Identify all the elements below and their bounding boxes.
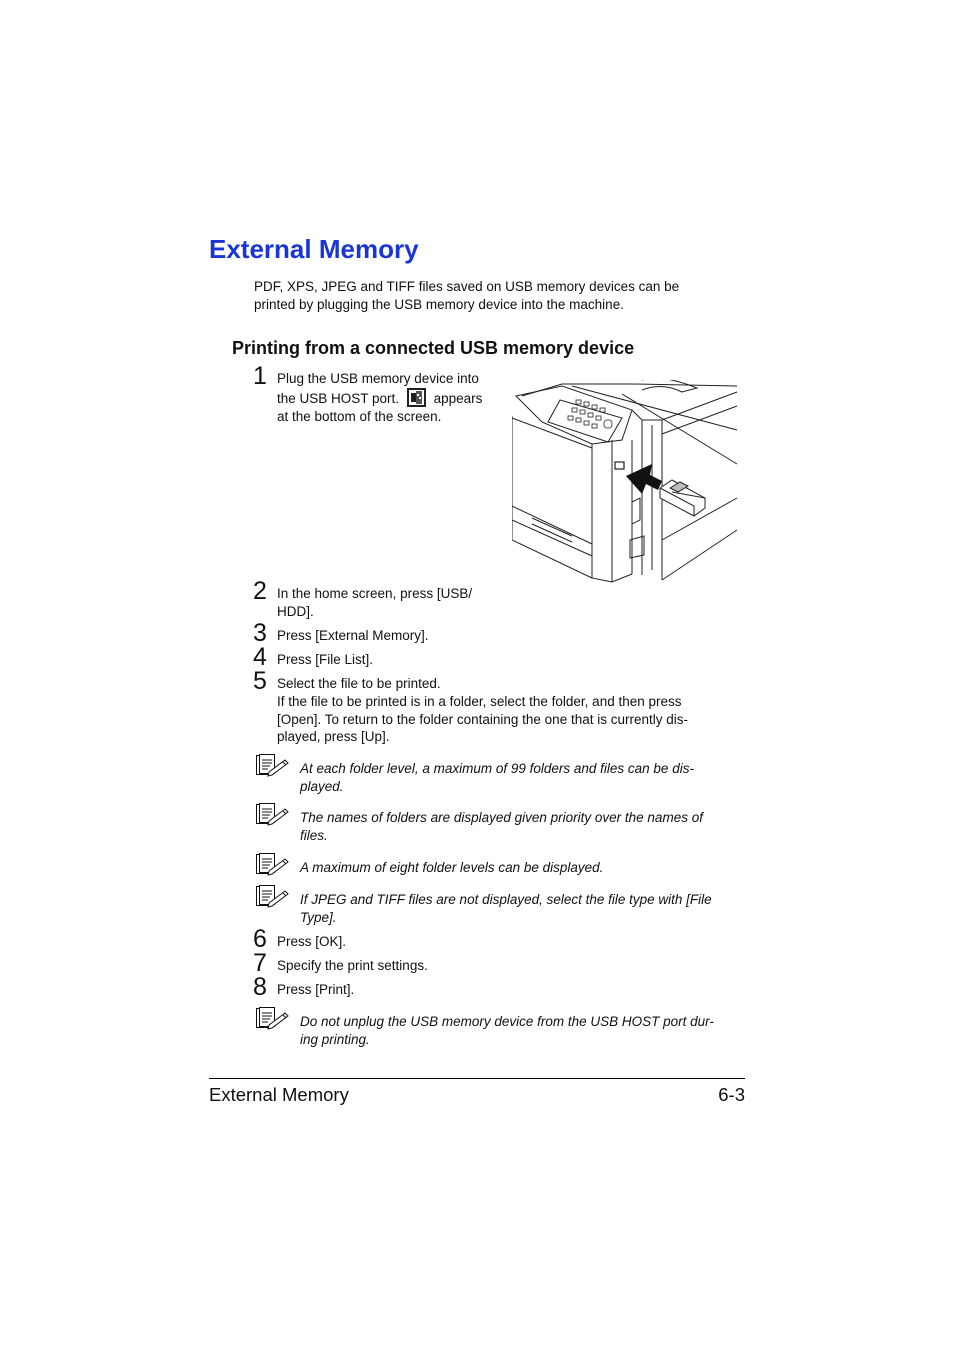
intro-line: PDF, XPS, JPEG and TIFF files saved on USB memory devices can be [254,279,680,294]
step-line: at the bottom of the screen. [277,408,442,424]
section-heading: Printing from a connected USB memory device [232,338,635,358]
step-number: 4 [253,643,267,671]
step-line: Press [Print]. [277,982,355,997]
intro-line: printed by plugging the USB memory device into the machine. [254,296,624,312]
step-number: 1 [253,362,267,390]
step-line-part: the USB HOST port. [277,390,400,406]
step-text [277,627,429,645]
footer-page-number: 6-3 [718,1084,745,1105]
note-line: files. [300,827,328,843]
step-line: [Open]. To return to the folder containing the one that is currently dis- [277,711,688,727]
step-line-part: appears [433,390,483,406]
note-line: ing printing. [300,1031,370,1047]
step-line: HDD]. [277,603,314,619]
step-number: 7 [253,949,267,977]
step-line: If the file to be printed is in a folder, select the folder, and then press [277,693,682,709]
footer-section-title: External Memory [209,1084,349,1105]
step-number: 6 [253,925,267,953]
note-line: If JPEG and TIFF files are not displayed, select the file type with [File [300,892,712,907]
note-pencil-icon [255,853,289,877]
step-text [277,957,428,975]
step-number: 2 [253,577,267,605]
step-line: Press [OK]. [277,934,347,949]
step-text [277,585,472,621]
page-title: External Memory [209,234,419,264]
note-text [300,891,746,927]
note-pencil-icon [255,1007,289,1031]
step-number: 3 [253,619,267,647]
note-text [300,859,746,877]
note-line: At each folder level, a maximum of 99 folders and files can be dis- [300,761,694,776]
step-text [277,675,737,746]
step-line: Specify the print settings. [277,958,428,973]
note-line: played. [300,778,344,794]
step-number: 8 [253,973,267,1001]
intro-paragraph [254,278,754,313]
note-line: The names of folders are displayed given priority over the names of [300,810,703,825]
step-number: 5 [253,667,267,695]
step-line: Press [External Memory]. [277,628,429,643]
step-text [277,981,354,999]
note-text [300,1013,746,1049]
step-line: Select the file to be printed. [277,676,441,691]
step-text [277,933,346,951]
note-pencil-icon [255,754,289,778]
step-line [277,388,507,408]
note-line: Type]. [300,909,337,925]
usb-memory-status-icon [407,388,426,407]
note-line: A maximum of eight folder levels can be displayed. [300,860,604,875]
step-line: played, press [Up]. [277,729,390,745]
step-text [277,370,507,425]
footer-divider [209,1078,745,1079]
step-line: Press [File List]. [277,652,374,667]
note-text [300,809,746,845]
step-text [277,651,373,669]
step-line: Plug the USB memory device into [277,371,479,386]
note-text [300,760,746,796]
step-line: In the home screen, press [USB/ [277,586,473,601]
note-line: Do not unplug the USB memory device from the USB HOST port dur- [300,1014,714,1029]
note-pencil-icon [255,885,289,909]
printer-usb-illustration [512,380,738,585]
note-pencil-icon [255,803,289,827]
